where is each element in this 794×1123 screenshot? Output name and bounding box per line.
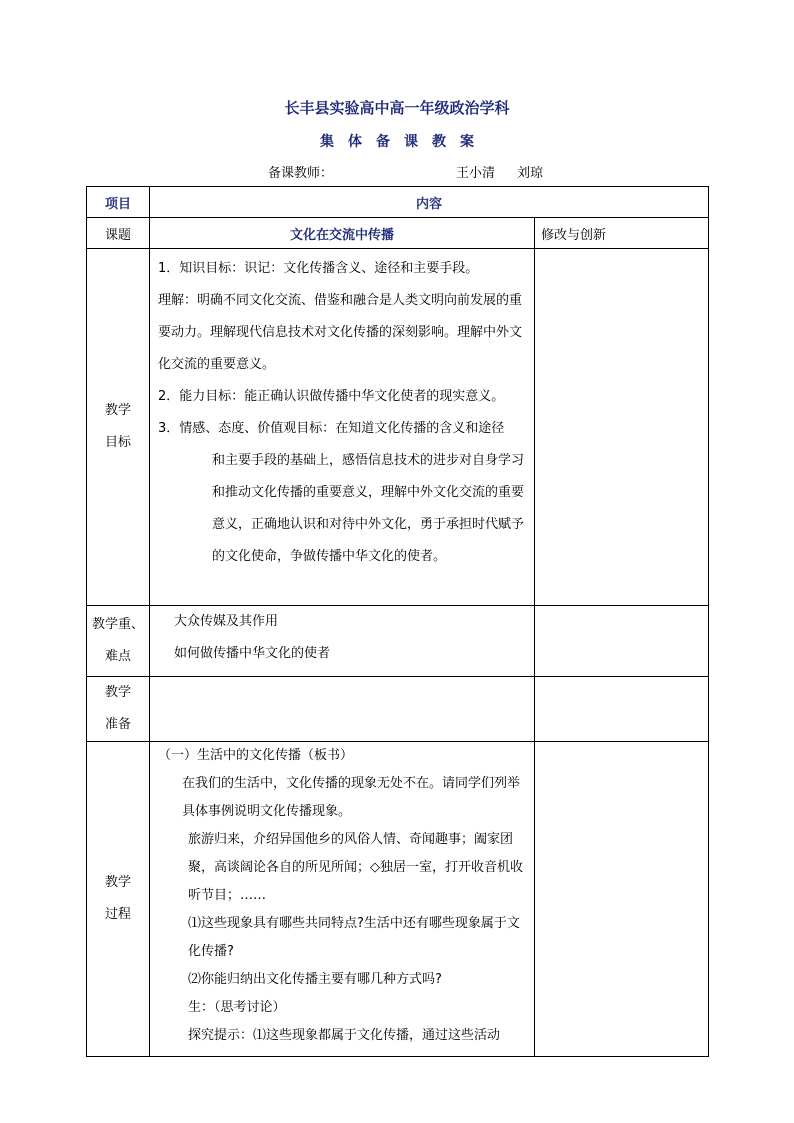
process-label: 教学过程 (87, 742, 150, 1057)
process-line: 探究提示：⑴这些现象都属于文化传播，通过这些活动 (188, 1028, 501, 1043)
process-line: ⑵你能归纳出文化传播主要有哪几种方式吗? (188, 972, 442, 987)
goal-line: 3．情感、态度、价值观目标：在知道文化传播的含义和途径 (158, 421, 505, 436)
document-title: 长丰县实验高中高一年级政治学科 (284, 99, 510, 117)
goal-line: 1．知识目标：识记：文化传播含义、途径和主要手段。 (158, 261, 479, 276)
teacher-names (456, 162, 543, 181)
goals-row (87, 249, 709, 606)
goal-line: 2．能力目标：能正确认识做传播中华文化使者的现实意义。 (158, 389, 505, 404)
lesson-plan-table (86, 186, 709, 1057)
teacher-label: 备课教师： (268, 166, 334, 181)
modify-label: 修改与创新 (535, 218, 709, 249)
key-point-line: 如何做传播中华文化的使者 (174, 646, 331, 661)
process-modify-cell (535, 742, 709, 1057)
preparation-content (150, 677, 535, 742)
process-row (87, 742, 709, 1057)
table-header-row (87, 187, 709, 218)
goal-line: 理解：明确不同文化交流、借鉴和融合是人类文明向前发展的重要动力。理解现代信息技术对文化传播的深刻影响。理解中外文化交流的重要意义。 (158, 293, 523, 372)
key-points-row (87, 606, 709, 677)
teacher-name: 刘琼 (517, 166, 544, 181)
process-line: 在我们的生活中，文化传播的现象无处不在。请同学们列举具体事例说明文化传播现象。 (182, 776, 521, 819)
process-line: 生：（思考讨论） (188, 1000, 286, 1015)
header-content: 内容 (150, 187, 709, 218)
teacher-name: 王小清 (456, 166, 496, 181)
document-subtitle: 集体备课教案 (320, 134, 488, 150)
process-line: 旅游归来，介绍异国他乡的风俗人情、奇闻趣事；阖家团聚，高谈阔论各自的所见所闻；◇独居一室，打开收音机收听节目；…… (188, 832, 523, 903)
topic-row (87, 218, 709, 249)
process-line: （一）生活中的文化传播（板书） (158, 748, 354, 763)
preparation-label: 教学准备 (87, 677, 150, 742)
topic-label: 课题 (87, 218, 150, 249)
topic-title: 文化在交流中传播 (150, 218, 535, 249)
goal-line: 和主要手段的基础上，感悟信息技术的进步对自身学习和推动文化传播的重要意义，理解中外文化交流的重要意义，正确地认识和对待中外文化，勇于承担时代赋予的文化使命，争做传播中华文化的使者。 (212, 453, 525, 564)
key-point-line: 大众传媒及其作用 (174, 614, 279, 629)
key-points-modify-cell (535, 606, 709, 677)
preparation-modify-cell (535, 677, 709, 742)
key-points-label: 教学重、难点 (87, 606, 150, 677)
process-line: ⑴这些现象具有哪些共同特点?生活中还有哪些现象属于文化传播? (188, 916, 520, 959)
preparation-row (87, 677, 709, 742)
goals-modify-cell (535, 249, 709, 606)
header-item: 项目 (87, 187, 150, 218)
goals-label: 教学目标 (87, 249, 150, 606)
goals-content (150, 249, 535, 606)
process-content (150, 742, 535, 1057)
key-points-content (150, 606, 535, 677)
